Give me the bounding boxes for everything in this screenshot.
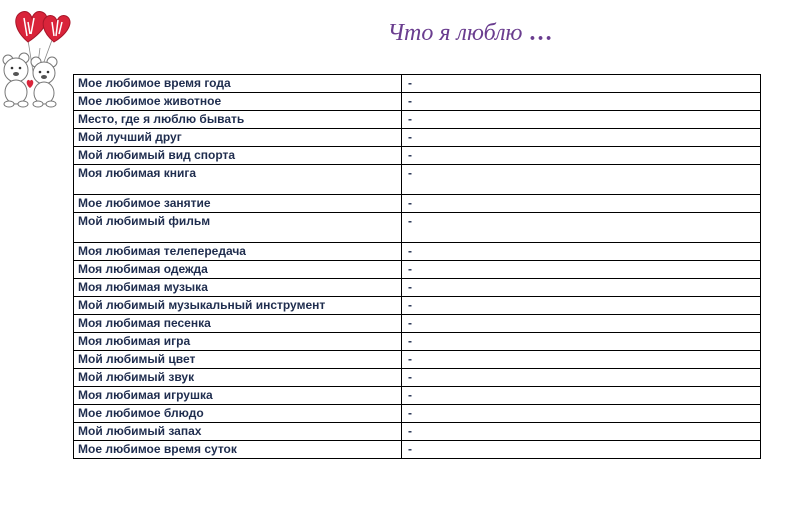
question-cell: Моя любимая одежда xyxy=(74,261,402,279)
table-row xyxy=(74,243,761,261)
question-cell: Мой любимый цвет xyxy=(74,351,402,369)
question-cell: Моя любимая телепередача xyxy=(74,243,402,261)
question-cell: Моя любимая игрушка xyxy=(74,387,402,405)
table-row xyxy=(74,147,761,165)
table-row xyxy=(74,111,761,129)
table-row xyxy=(74,423,761,441)
answer-cell[interactable]: - xyxy=(402,333,761,351)
question-cell: Моя любимая книга xyxy=(74,165,402,195)
question-cell: Мой любимый фильм xyxy=(74,213,402,243)
table-row xyxy=(74,333,761,351)
page-title-text: Что я люблю xyxy=(387,20,523,46)
answer-cell[interactable]: - xyxy=(402,297,761,315)
answer-cell[interactable]: - xyxy=(402,75,761,93)
question-cell: Мой любимый музыкальный инструмент xyxy=(74,297,402,315)
question-cell: Моя любимая музыка xyxy=(74,279,402,297)
question-cell: Мое любимое время года xyxy=(74,75,402,93)
table-row xyxy=(74,405,761,423)
table-row xyxy=(74,195,761,213)
table-row xyxy=(74,351,761,369)
table-row xyxy=(74,75,761,93)
question-cell: Мой любимый запах xyxy=(74,423,402,441)
answer-cell[interactable]: - xyxy=(402,351,761,369)
answer-cell[interactable]: - xyxy=(402,147,761,165)
table-row xyxy=(74,297,761,315)
table-row xyxy=(74,93,761,111)
question-cell: Моя любимая игра xyxy=(74,333,402,351)
question-cell: Мое любимое занятие xyxy=(74,195,402,213)
table-row xyxy=(74,369,761,387)
table-row xyxy=(74,129,761,147)
question-cell: Мой лучший друг xyxy=(74,129,402,147)
answer-cell[interactable]: - xyxy=(402,93,761,111)
question-cell: Мой любимый звук xyxy=(74,369,402,387)
answer-cell[interactable]: - xyxy=(402,261,761,279)
answer-cell[interactable]: - xyxy=(402,195,761,213)
answer-cell[interactable]: - xyxy=(402,165,761,195)
question-cell: Моя любимая песенка xyxy=(74,315,402,333)
answer-cell[interactable]: - xyxy=(402,279,761,297)
answer-cell[interactable]: - xyxy=(402,315,761,333)
answer-cell[interactable]: - xyxy=(402,129,761,147)
answer-cell[interactable]: - xyxy=(402,111,761,129)
table-row xyxy=(74,261,761,279)
table-row xyxy=(74,315,761,333)
table-row xyxy=(74,279,761,297)
answer-cell[interactable]: - xyxy=(402,213,761,243)
page-title-ellipsis: … xyxy=(528,20,553,46)
question-cell: Мое любимое животное xyxy=(74,93,402,111)
table-row xyxy=(74,213,761,243)
question-cell: Место, где я люблю бывать xyxy=(74,111,402,129)
answer-cell[interactable]: - xyxy=(402,405,761,423)
answer-cell[interactable]: - xyxy=(402,387,761,405)
question-cell: Мое любимое время суток xyxy=(74,441,402,459)
answer-cell[interactable]: - xyxy=(402,423,761,441)
teddy-bears-with-heart-balloons-icon xyxy=(0,0,80,110)
question-cell: Мое любимое блюдо xyxy=(74,405,402,423)
favorites-table xyxy=(73,74,761,459)
question-cell: Мой любимый вид спорта xyxy=(74,147,402,165)
answer-cell[interactable]: - xyxy=(402,243,761,261)
answer-cell[interactable]: - xyxy=(402,369,761,387)
table-row xyxy=(74,387,761,405)
page-title xyxy=(0,20,800,47)
table-row xyxy=(74,165,761,195)
answer-cell[interactable]: - xyxy=(402,441,761,459)
table-row xyxy=(74,441,761,459)
